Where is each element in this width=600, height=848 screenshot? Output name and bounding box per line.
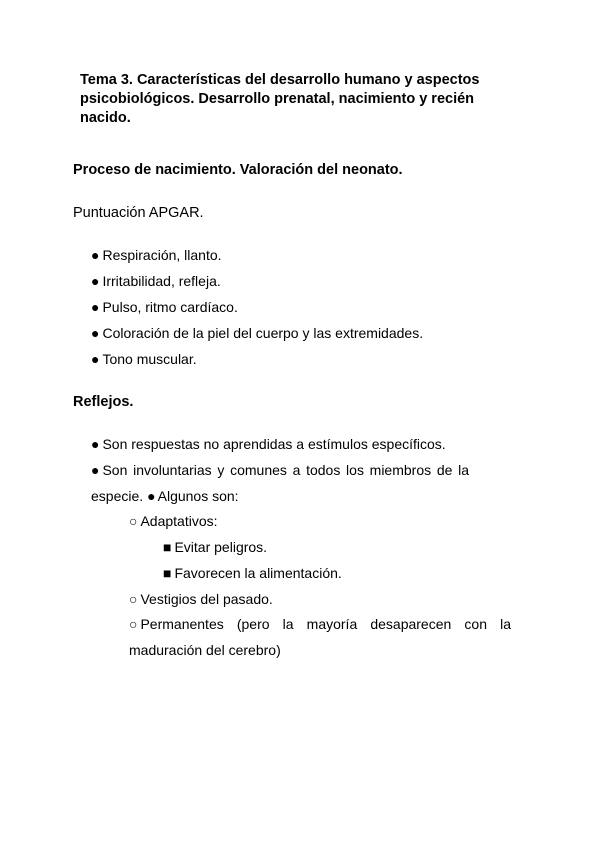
list-item xyxy=(91,298,238,317)
bullet-marker: ● xyxy=(91,462,100,478)
list-item xyxy=(91,324,423,343)
list-item-text: Son involuntarias y comunes a todos los miembros de la especie. xyxy=(91,462,469,504)
bullet-marker: ● xyxy=(91,325,100,341)
list-item-text: Son respuestas no aprendidas a estímulos específicos. xyxy=(102,436,446,452)
list-item-text: Permanentes (pero la mayoría desaparecen con la maduración del cerebro) xyxy=(129,616,511,658)
bullet-marker: ● xyxy=(91,436,100,452)
circle-marker: ○ xyxy=(129,591,138,607)
circle-marker: ○ xyxy=(129,616,138,632)
section-heading-birth: Proceso de nacimiento. Valoración del neonato. xyxy=(73,162,403,178)
bullet-marker: ● xyxy=(91,247,100,263)
list-item xyxy=(129,590,273,609)
square-marker: ■ xyxy=(163,565,172,581)
list-item-text: Algunos son: xyxy=(157,488,239,504)
circle-marker: ○ xyxy=(129,513,138,529)
list-item-text: Vestigios del pasado. xyxy=(140,591,273,607)
list-item xyxy=(91,350,197,369)
list-item xyxy=(91,272,221,291)
square-marker: ■ xyxy=(163,539,172,555)
list-item-text: Favorecen la alimentación. xyxy=(174,565,342,581)
list-item xyxy=(163,538,267,557)
document-title: Tema 3. Características del desarrollo humano y aspectos psicobiológicos. Desarrollo prenatal, nacimiento y recién nacido. xyxy=(80,72,480,126)
list-item-text: Irritabilidad, refleja. xyxy=(102,273,221,289)
list-item-text: Coloración de la piel del cuerpo y las extremidades. xyxy=(102,325,424,341)
list-item xyxy=(91,246,222,265)
list-item-text: Tono muscular. xyxy=(102,351,197,367)
section-heading-reflexes: Reflejos. xyxy=(73,394,134,410)
list-item-text: Respiración, llanto. xyxy=(102,247,222,263)
bullet-marker: ● xyxy=(91,351,100,367)
apgar-subheading: Puntuación APGAR. xyxy=(73,205,204,221)
list-item xyxy=(163,564,342,583)
list-item-text: Adaptativos: xyxy=(140,513,218,529)
list-item xyxy=(129,512,218,531)
list-item-text: Evitar peligros. xyxy=(174,539,268,555)
list-item xyxy=(129,611,511,663)
list-item-text: Pulso, ritmo cardíaco. xyxy=(102,299,238,315)
list-item xyxy=(91,457,469,509)
bullet-marker: ● xyxy=(91,273,100,289)
bullet-marker: ● xyxy=(91,299,100,315)
bullet-marker: ● xyxy=(147,488,156,504)
list-item xyxy=(91,435,446,454)
